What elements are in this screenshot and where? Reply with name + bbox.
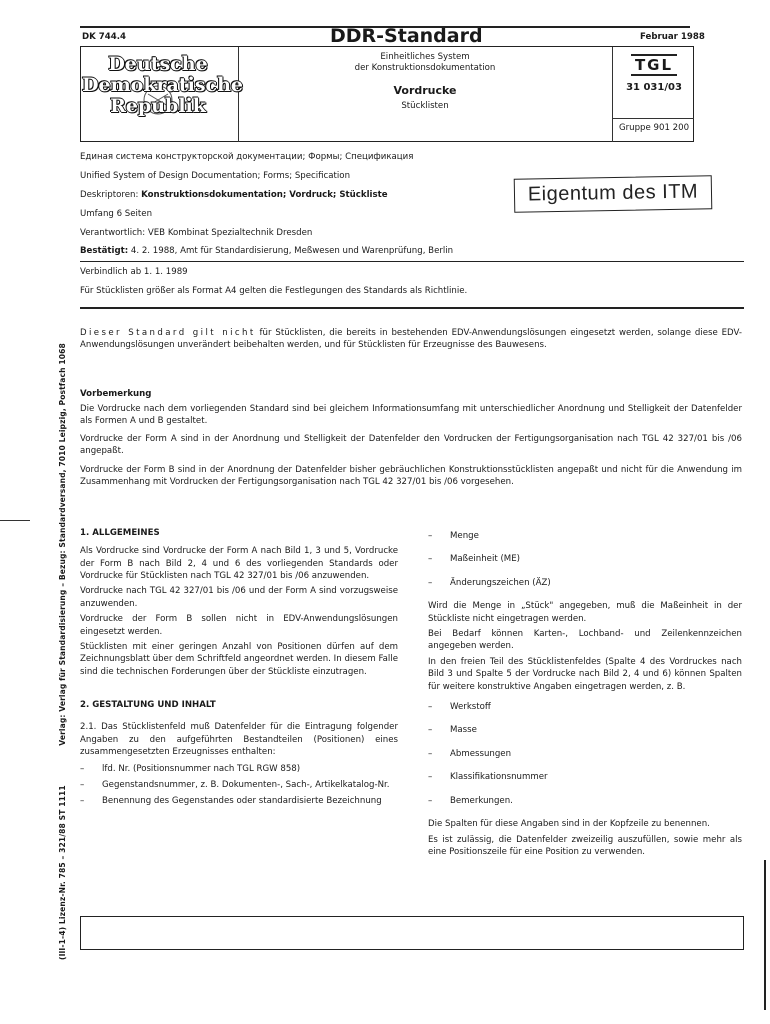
dk-number: DK 744.4 (82, 32, 126, 42)
tgl-number: 31 031/03 (626, 82, 682, 93)
list-item: – Gegenstandsnummer, z. B. Dokumenten-, Sach-, Artikelkatalog-Nr. (80, 780, 390, 791)
logo-line-3: Republik (110, 95, 206, 117)
header-divider-right (612, 47, 613, 142)
list-item: – Maßeinheit (ME) (428, 554, 520, 565)
right-list-1 (428, 530, 742, 589)
ownership-stamp: Eigentum des ITM (514, 175, 713, 212)
left-column (80, 528, 398, 812)
umfang: Umfang 6 Seiten (80, 209, 153, 219)
meta-rule-1 (80, 261, 744, 262)
scope-rest: für Stücklisten, die bereits in bestehenden EDV-Anwendungslösungen eingesetzt werden, solange diese EDV-Anwendungslösungen unverändert beibehalten werden, und für Stücklisten für Erzeugnisse des Bauwesens. (80, 328, 742, 351)
list-item: – Klassifikationsnummer (428, 772, 548, 783)
deskriptoren-value: Konstruktionsdokumentation; Vordruck; Stückliste (141, 190, 388, 200)
english-title: Unified System of Design Documentation; Forms; Specification (80, 171, 351, 181)
logo-line-1: Deutsche (108, 53, 208, 75)
margin-license: (III-1-4) Lizenz-Nr. 785 – 321/88 ST 1111 (58, 785, 67, 960)
vorbemerkung-p2: Vordrucke der Form A sind in der Anordnung und Stelligkeit der Datenfelder den Vordrucken der Fertigungsorganisation nach TGL 42 327/01 bis /06 angepaßt. (80, 434, 742, 457)
doc-title: Vordrucke (393, 84, 457, 98)
issue-date: Februar 1988 (640, 32, 705, 42)
list-item: – Bemerkungen. (428, 795, 513, 806)
list-item: – Änderungszeichen (ÄZ) (428, 577, 551, 588)
footer-box (80, 916, 744, 950)
right-p5: Es ist zulässig, die Datenfelder zweizeilig auszufüllen, sowie mehr als eine Positionszeile für eine Position zu verwenden. (428, 834, 742, 857)
scope-spaced: Dieser Standard gilt nicht (80, 328, 256, 338)
deskriptoren (80, 190, 388, 201)
russian-title: Единая система конструкторской документации; Формы; Спецификация (80, 152, 414, 162)
right-list-2 (428, 701, 742, 807)
section-1-p4: Stücklisten mit einer geringen Anzahl von Positionen dürfen auf dem Zeichnungsblatt über dem Schriftfeld angeordnet werden. In diesem Falle sind die technischen Forderungen über der Stückliste einzutragen. (80, 642, 398, 677)
section-1-p2: Vordrucke nach TGL 42 327/01 bis /06 und der Form A sind vorzugsweise anzuwenden. (80, 586, 398, 609)
ddr-logo (82, 53, 243, 140)
list-item: – Abmessungen (428, 748, 512, 759)
right-p2: Bei Bedarf können Karten-, Lochband- und Zeilenkennzeichen angegeben werden. (428, 629, 742, 652)
meta-rule-2 (80, 307, 744, 309)
scope-paragraph (80, 327, 742, 352)
right-p3: In den freien Teil des Stücklistenfeldes (Spalte 4 des Vordruckes nach Bild 3 und Spalte 5 der Vordrucke nach Bild 2, 4 und 6) können Spalten für weitere konstruktive Angaben eingetragen werden, z. B. (428, 656, 742, 692)
system-line-1: Einheitliches System (380, 52, 470, 62)
margin-publisher: Verlag: Verlag für Standardisierung – Bezug: Standardversand, 7010 Leipzig, Postfach 1068 (58, 343, 67, 746)
list-item: – lfd. Nr. (Positionsnummer nach TGL RGW 858) (80, 763, 301, 774)
margin-text (58, 343, 67, 960)
section-2-p1: 2.1. Das Stücklistenfeld muß Datenfelder für die Eintragung folgender Angaben zu den aufgeführten Bestandteilen (Positionen) eines zusammengesetzten Erzeugnisses enthalten: (80, 722, 398, 758)
bestaetigt-value: 4. 2. 1988, Amt für Standardisierung, Meßwesen und Warenprüfung, Berlin (130, 246, 454, 256)
list-item: – Werkstoff (428, 702, 491, 713)
tgl-block (614, 50, 694, 93)
list-item: – Menge (428, 531, 479, 541)
standard-title: DDR-Standard (330, 25, 483, 47)
section-2-list (80, 763, 398, 808)
logo-line-2: Demokratische (82, 74, 243, 96)
system-line-2: der Konstruktionsdokumentation (354, 63, 496, 74)
page-edge-mark (764, 860, 766, 1010)
right-p4: Die Spalten für diese Angaben sind in der Kopfzeile zu benennen. (428, 819, 710, 830)
section-2-heading: 2. GESTALTUNG UND INHALT (80, 700, 216, 711)
margin-mark (0, 520, 30, 521)
bestaetigt-label: Bestätigt: (80, 246, 129, 256)
section-1-heading: 1. ALLGEMEINES (80, 528, 160, 538)
verbindlich: Verbindlich ab 1. 1. 1989 (80, 267, 188, 277)
vorbemerkung-p1: Die Vordrucke nach dem vorliegenden Standard sind bei gleichem Informationsumfang mit unterschiedlicher Anordnung und Stelligkeit der Datenfelder als Formen A und B gestaltet. (80, 404, 742, 427)
doc-subtitle: Stücklisten (401, 101, 449, 112)
verantwortlich: Verantwortlich: VEB Kombinat Spezialtechnik Dresden (80, 228, 313, 238)
section-1-p3: Vordrucke der Form B sollen nicht in EDV-Anwendungslösungen eingesetzt werden. (80, 614, 398, 637)
section-1-p1: Als Vordrucke sind Vordrucke der Form A nach Bild 1, 3 und 5, Vordrucke der Form B nach Bild 2, 4 und 6 des vorliegenden Standards oder Vordrucke für Stücklisten nach TGL 42 327/01 bis /06 anzuwenden. (80, 546, 398, 581)
vorbemerkung-heading: Vorbemerkung (80, 389, 152, 399)
list-item: – Masse (428, 725, 477, 736)
grossformat-note: Für Stücklisten größer als Format A4 gelten die Festlegungen des Standards als Richtlinie. (80, 286, 468, 296)
right-column (428, 530, 742, 858)
header-divider-gruppe (612, 118, 694, 119)
gruppe: Gruppe 901 200 (618, 123, 690, 133)
bestaetigt (80, 246, 453, 257)
tgl-label: TGL (631, 54, 677, 76)
deskriptoren-label: Deskriptoren: (80, 190, 139, 200)
header-center (240, 52, 610, 113)
list-item: – Benennung des Gegenstandes oder standardisierte Bezeichnung (80, 796, 382, 807)
right-p1: Wird die Menge in „Stück" angegeben, muß die Maßeinheit in der Stückliste nicht eingetragen werden. (428, 601, 742, 624)
vorbemerkung-p3: Vordrucke der Form B sind in der Anordnung der Datenfelder bisher gebräuchlichen Konstruktionsstücklisten angepaßt und nicht für die Anwendung im Zusammenhang mit Vordrucken der Fertigungsorganisation nach TGL 42 327/01 bis /06 vorgesehen. (80, 465, 742, 488)
